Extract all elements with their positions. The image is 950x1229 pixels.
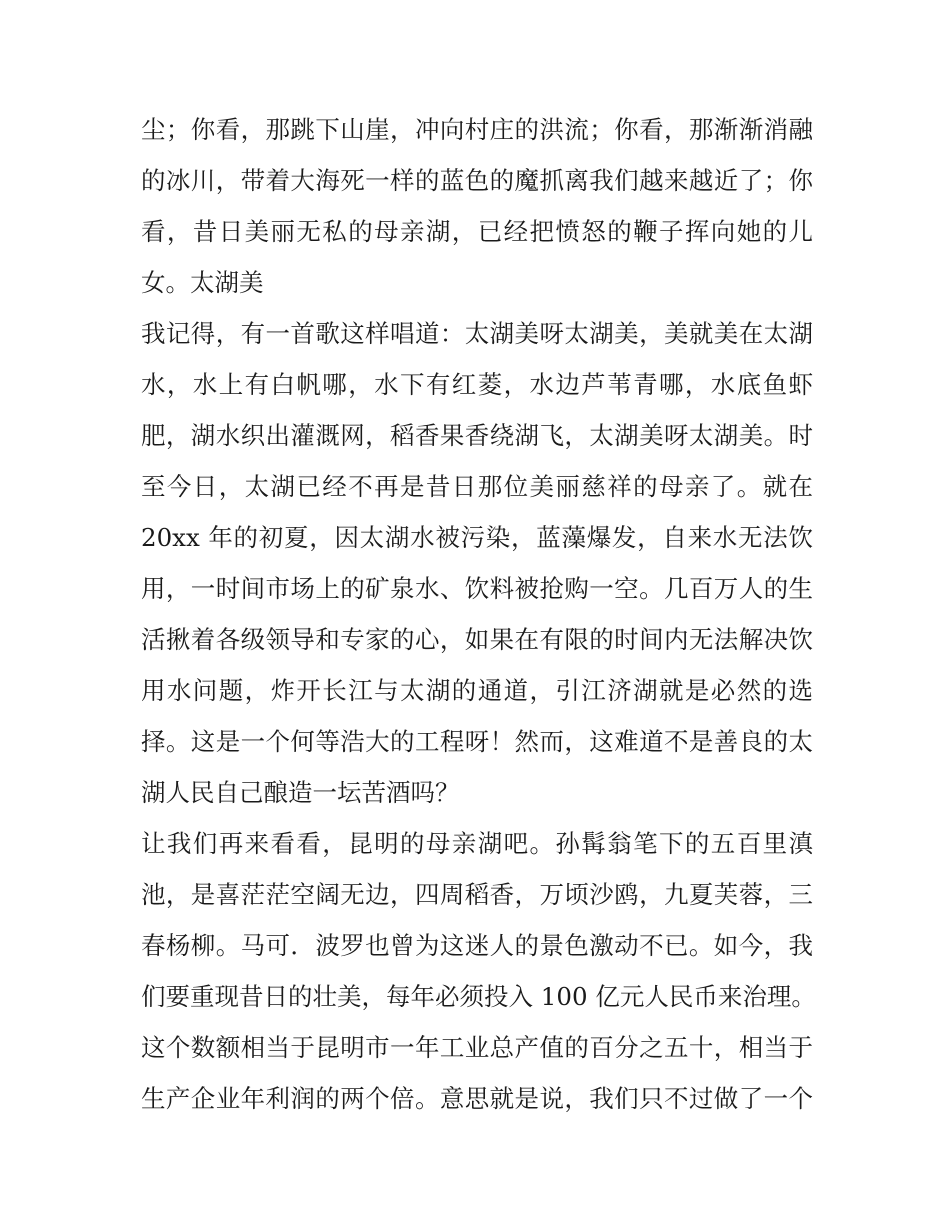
text-line: 让我们再来看看，昆明的母亲湖吧。孙髯翁笔下的五百里滇	[141, 829, 813, 858]
text-line: 池，是喜茫茫空阔无边，四周稻香，万顷沙鸥，九夏芙蓉，三	[141, 880, 813, 909]
text-line: 们要重现昔日的壮美，每年必须投入 100 亿元人民币来治理。	[141, 982, 816, 1011]
text-line: 湖人民自己酿造一坛苦酒吗？	[141, 778, 460, 807]
text-line: 生产企业年利润的两个倍。意思就是说，我们只不过做了一个	[141, 1084, 813, 1113]
body-text	[141, 104, 816, 1124]
text-line: 水，水上有白帆哪，水下有红菱，水边芦苇青哪，水底鱼虾	[141, 370, 813, 399]
text-line: 择。这是一个何等浩大的工程呀！然而，这难道不是善良的太	[141, 727, 813, 756]
text-line: 20xx 年的初夏，因太湖水被污染，蓝藻爆发，自来水无法饮	[141, 523, 813, 552]
text-line: 春杨柳。马可．波罗也曾为这迷人的景色激动不已。如今，我	[141, 931, 813, 960]
text-line: 女。太湖美	[141, 268, 264, 297]
text-line: 用水问题，炸开长江与太湖的通道，引江济湖就是必然的选	[141, 676, 813, 705]
text-line: 我记得，有一首歌这样唱道：太湖美呀太湖美，美就美在太湖	[141, 319, 813, 348]
text-line: 至今日，太湖已经不再是昔日那位美丽慈祥的母亲了。就在	[141, 472, 813, 501]
text-line: 尘；你看，那跳下山崖，冲向村庄的洪流；你看，那渐渐消融	[141, 115, 813, 144]
text-line: 活揪着各级领导和专家的心，如果在有限的时间内无法解决饮	[141, 625, 813, 654]
text-line: 肥，湖水织出灌溉网，稻香果香绕湖飞，太湖美呀太湖美。时	[141, 421, 813, 450]
text-line: 看，昔日美丽无私的母亲湖，已经把愤怒的鞭子挥向她的儿	[141, 217, 813, 246]
text-line: 用，一时间市场上的矿泉水、饮料被抢购一空。几百万人的生	[141, 574, 813, 603]
text-line: 的冰川，带着大海死一样的蓝色的魔抓离我们越来越近了；你	[141, 166, 813, 195]
text-line: 这个数额相当于昆明市一年工业总产值的百分之五十，相当于	[141, 1033, 813, 1062]
